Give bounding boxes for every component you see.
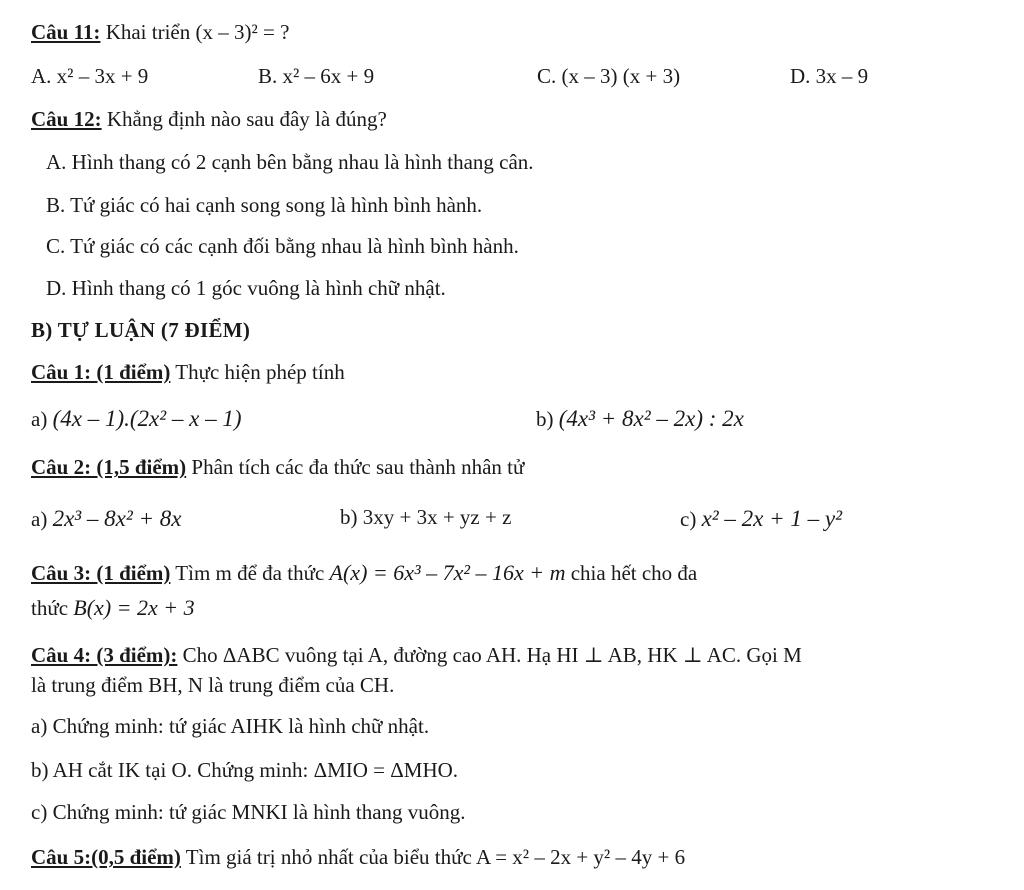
- q12-option-d: D. Hình thang có 1 góc vuông là hình chữ nhật.: [46, 276, 446, 300]
- c1-a-expr: (4x – 1).(2x² – x – 1): [52, 406, 242, 431]
- c1-b-label: b): [536, 407, 554, 431]
- q11-option-a-text: x² – 3x + 9: [56, 64, 149, 88]
- c3-text2: chia hết cho đa: [570, 561, 698, 585]
- c5-expr: A = x² – 2x + y² – 4y + 6: [475, 845, 686, 869]
- q11-label: Câu 11:: [31, 20, 101, 44]
- c4-line2: là trung điểm BH, N là trung điểm của CH.: [31, 673, 395, 697]
- c2-text: Phân tích các đa thức sau thành nhân tử: [191, 455, 525, 479]
- c4-text1: Cho ΔABC vuông tại A, đường cao AH. Hạ HI ⊥ AB, HK ⊥ AC. Gọi M: [182, 643, 802, 667]
- c2-line: [31, 455, 524, 480]
- c4-label: Câu 4: (3 điểm):: [31, 643, 178, 667]
- q12-line: [31, 107, 387, 132]
- c4-c: c) Chứng minh: tứ giác MNKI là hình thang vuông.: [31, 800, 466, 824]
- q11-option-b-text: x² – 6x + 9: [282, 64, 375, 88]
- c5-text: Tìm giá trị nhỏ nhất của biểu thức: [185, 845, 472, 869]
- c4-b: b) AH cắt IK tại O. Chứng minh: ΔMIO = ΔMHO.: [31, 758, 459, 782]
- q12-text: Khẳng định nào sau đây là đúng?: [106, 107, 387, 131]
- c3-expr2: B(x) = 2x + 3: [73, 595, 195, 620]
- q11-option-a-letter: A.: [31, 64, 52, 88]
- c3-label: Câu 3: (1 điểm): [31, 561, 171, 585]
- c2-b-expr: 3xy + 3x + yz + z: [362, 505, 512, 529]
- section-b-heading: B) TỰ LUẬN (7 ĐIỂM): [31, 318, 251, 342]
- q12-label: Câu 12:: [31, 107, 102, 131]
- c2-a: [31, 505, 182, 533]
- q11-option-a: [31, 64, 148, 89]
- c1-line: [31, 360, 345, 385]
- c1-b-expr: (4x³ + 8x² – 2x) : 2x: [558, 406, 744, 431]
- c3-line2: [31, 595, 195, 621]
- c3-line: [31, 560, 697, 586]
- c5-label: Câu 5:(0,5 điểm): [31, 845, 181, 869]
- q11-option-c-text: (x – 3) (x + 3): [561, 64, 681, 88]
- c2-b: [340, 505, 511, 530]
- q11-option-d-letter: D.: [790, 64, 811, 88]
- q12-option-a: A. Hình thang có 2 cạnh bên bằng nhau là hình thang cân.: [46, 150, 534, 174]
- c1-a-label: a): [31, 407, 48, 431]
- q12-option-b: B. Tứ giác có hai cạnh song song là hình bình hành.: [46, 193, 483, 217]
- q11-line: [31, 20, 289, 45]
- c4-a: a) Chứng minh: tứ giác AIHK là hình chữ nhật.: [31, 714, 430, 738]
- c2-a-expr: 2x³ – 8x² + 8x: [52, 506, 182, 531]
- q11-option-d-text: 3x – 9: [815, 64, 869, 88]
- q11-option-d: [790, 64, 868, 89]
- q11-option-b: [258, 64, 374, 89]
- c2-label: Câu 2: (1,5 điểm): [31, 455, 187, 479]
- q11-option-c: [537, 64, 680, 89]
- c1-b: [536, 405, 744, 433]
- q12-option-c: C. Tứ giác có các cạnh đối bằng nhau là hình bình hành.: [46, 234, 519, 258]
- c1-text: Thực hiện phép tính: [175, 360, 345, 384]
- c2-c-label: c): [680, 507, 697, 531]
- c2-c: [680, 505, 842, 533]
- c3-text1: Tìm m để đa thức: [175, 561, 325, 585]
- c4-line: [31, 643, 802, 668]
- c5-line: [31, 845, 685, 870]
- c1-label: Câu 1: (1 điểm): [31, 360, 171, 384]
- q11-option-b-letter: B.: [258, 64, 278, 88]
- c1-a: [31, 405, 242, 433]
- c2-b-label: b): [340, 505, 358, 529]
- q11-text: Khai triển (x – 3)² = ?: [105, 20, 290, 44]
- c2-a-label: a): [31, 507, 48, 531]
- c3-line2-text: thức: [31, 596, 69, 620]
- c2-c-expr: x² – 2x + 1 – y²: [701, 506, 843, 531]
- c3-expr1: A(x) = 6x³ – 7x² – 16x + m: [329, 560, 566, 585]
- q11-option-c-letter: C.: [537, 64, 557, 88]
